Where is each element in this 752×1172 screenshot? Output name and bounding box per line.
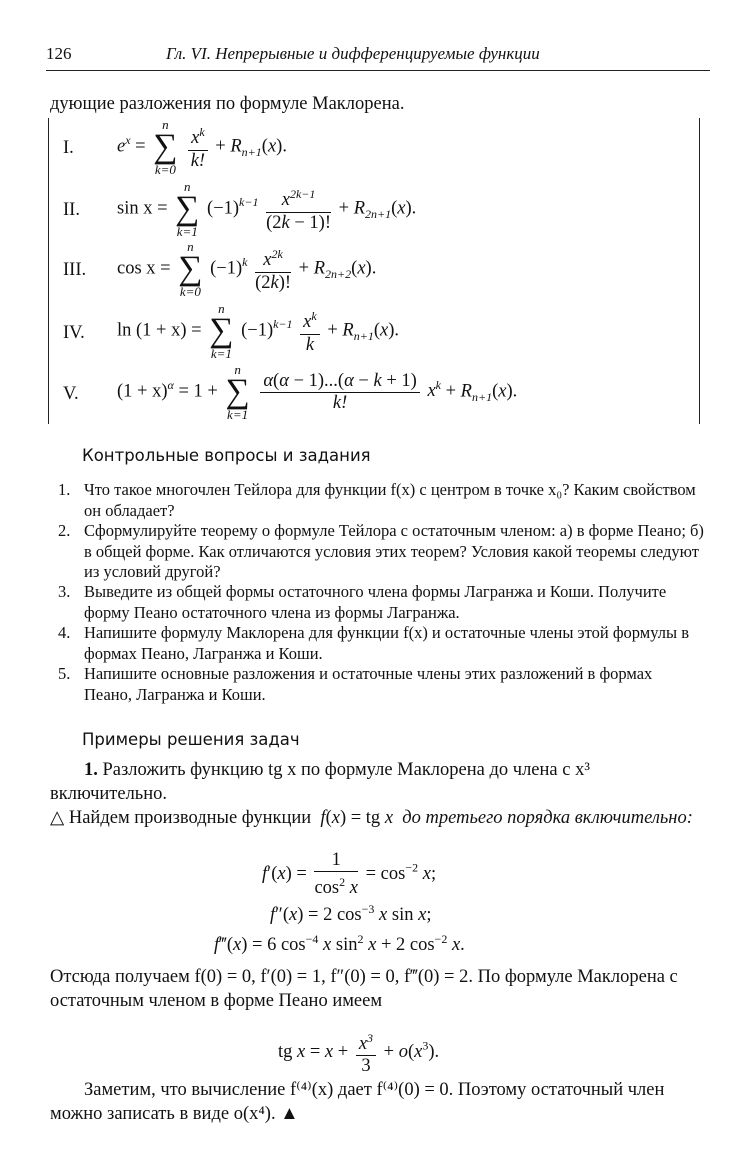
page-header: [46, 44, 710, 71]
values-paragraph: Отсюда получаем f(0) = 0, f′(0) = 1, f″(0) = 0, f‴(0) = 2. По формуле Маклорена с остаточным членом в форме Пеано имеем: [50, 967, 678, 1011]
formula-2: sin x = n ∑ k=1 $(-1)^{k-1}$ $\frac{x^{2k-1}}{(2k - 1)!}$ + $R_{2n+1}(x)$.: [117, 179, 417, 239]
second-derivative: f″(x) = 2 $\cos^{-3} x$ sin x;: [270, 902, 432, 926]
formula-box: [48, 118, 700, 424]
question-text: Напишите формулу Маклорена для функции f(x) и остаточные члены этой формулы в формах Пеано, Лагранжа и Коши.: [84, 623, 689, 663]
first-derivative: f′(x) = $\frac{1}{\cos^2 x}$ = $\cos^{-2} x$;: [262, 850, 437, 899]
page-number: 126: [46, 44, 72, 63]
formula-5: $(1 + x)^\alpha = 1$ + n ∑ k=1 $\frac{\alpha(\alpha - 1)...(\alpha - k + 1)}{k!}$ $x^k + R_{n+1}(x)$.: [117, 362, 518, 422]
question-number: 3.: [58, 582, 71, 601]
taylor-result: tg x = x + $\frac{x^3}{3}$ + $o(x^3)$.: [278, 1028, 439, 1077]
question-number: 1.: [58, 480, 71, 499]
third-derivative: f‴(x) = 6 $\cos^{-4} x$ $\sin^2 x + 2$ $\cos^{-2} x$.: [214, 932, 465, 956]
intro-line: дующие разложения по формуле Маклорена.: [50, 94, 405, 114]
formula-label-2: II.: [63, 200, 80, 220]
question-number: 4.: [58, 623, 71, 642]
examples-title: Примеры решения задач: [82, 730, 300, 749]
control-questions-title: Контрольные вопросы и задания: [82, 446, 371, 465]
formula-1: $e^x$ = n ∑ k=0 $\frac{x^k}{k!}$ + $R_{n+1}(x)$.: [117, 117, 287, 177]
formula-label-1: I.: [63, 138, 74, 158]
end-of-proof-icon: ▲: [280, 1104, 299, 1124]
formula-label-5: V.: [63, 384, 79, 404]
question-number: 2.: [58, 521, 71, 540]
formula-3: cos x = n ∑ k=0 $(-1)^k$ $\frac{x^{2k}}{(2k)!}$ + $R_{2n+2}(x)$.: [117, 239, 377, 299]
final-paragraph: Заметим, что вычисление f⁽⁴⁾(x) дает f⁽⁴⁾(0) = 0. Поэтому остаточный член можно записать в виде o(x⁴). ▲: [50, 1080, 665, 1124]
question-text: Выведите из общей формы остаточного члена формы Лагранжа и Коши. Получите форму Пеано остаточного члена из формы Лагранжа.: [84, 582, 667, 622]
formula-label-3: III.: [63, 260, 87, 280]
running-title: Гл. VI. Непрерывные и дифференцируемые функции: [166, 44, 540, 63]
formula-4: ln (1 + x) = n ∑ k=1 $(-1)^{k-1}$ $\frac{x^k}{k}$ + $R_{n+1}(x)$.: [117, 301, 400, 361]
question-number: 5.: [58, 664, 71, 683]
problem-statement: 1. Разложить функцию tg x по формуле Маклорена до члена с x³ включительно.: [50, 760, 590, 804]
solution-intro: △ Найдем производные функции f(x) = tg x до третьего порядка включительно:: [50, 808, 693, 828]
question-text: Что такое многочлен Тейлора для функции f(x) с центром в точке x₀? Каким свойством он обладает?: [84, 480, 696, 520]
question-text: Сформулируйте теорему о формуле Тейлора с остаточным членом: а) в форме Пеано; б) в общей форме. Как отличаются условия этих теорем? Условия какой теоремы следуют из условий другой?: [84, 521, 704, 581]
formula-label-4: IV.: [63, 323, 85, 343]
question-text: Напишите основные разложения и остаточные члены этих разложений в формах Пеано, Лагранжа и Коши.: [84, 664, 653, 704]
control-questions-list: [0, 480, 752, 704]
